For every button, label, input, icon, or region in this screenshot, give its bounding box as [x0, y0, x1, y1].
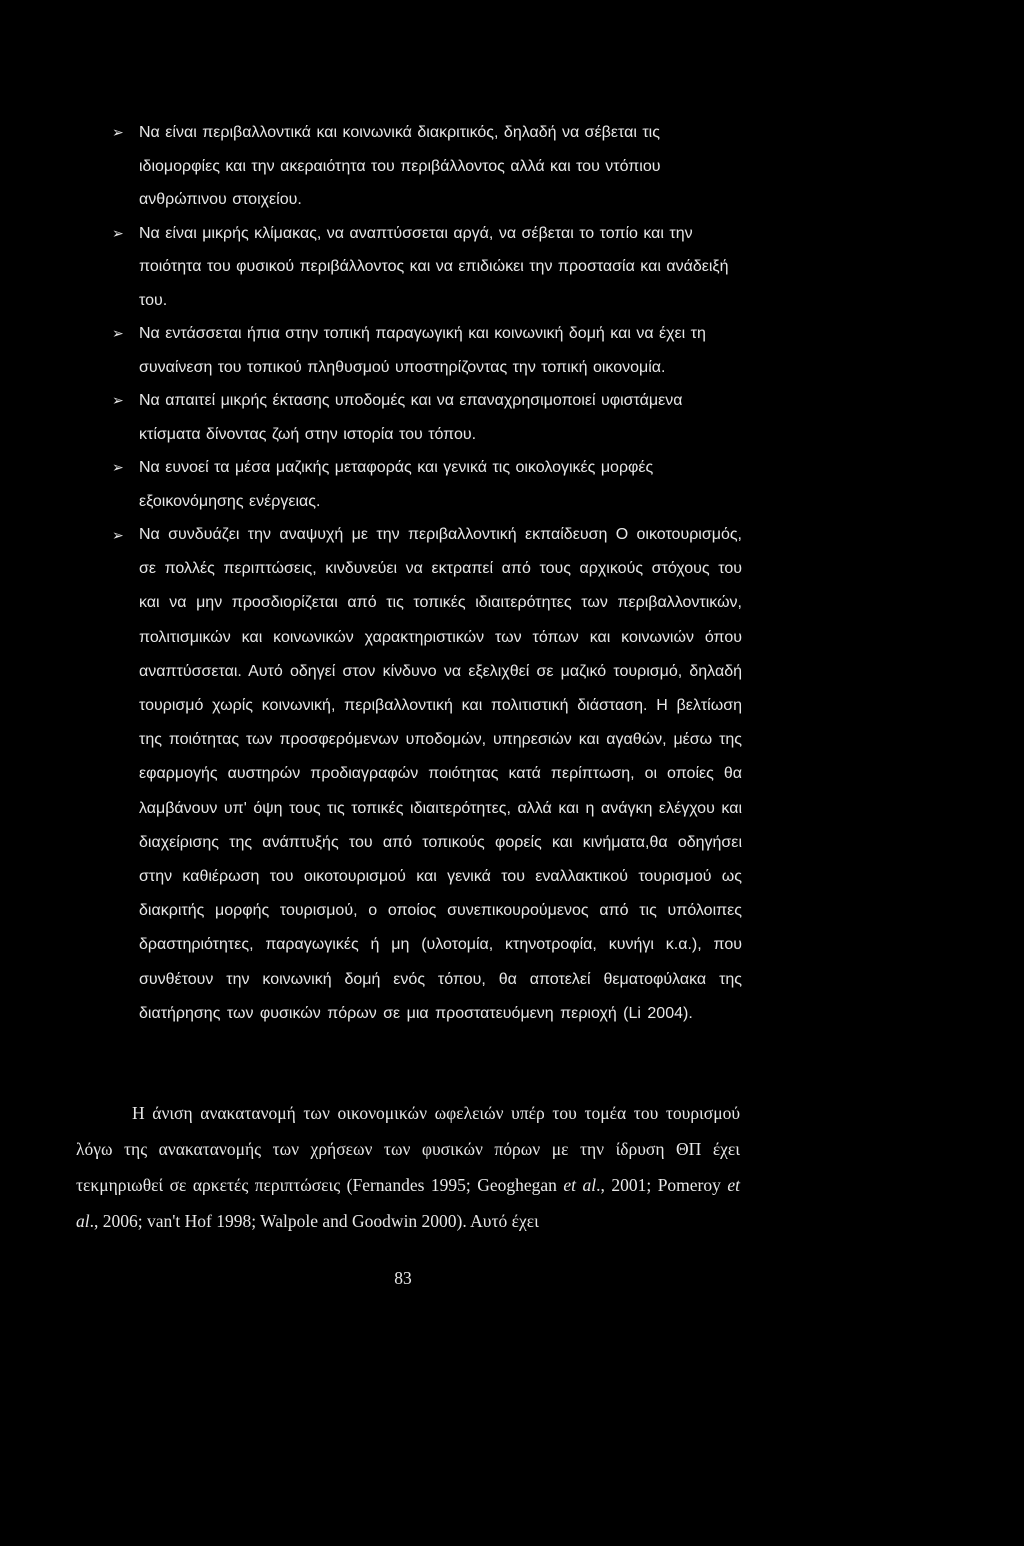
- bullet-text: Να είναι μικρής κλίμακας, να αναπτύσσεται αργά, να σέβεται το τοπίο και την ποιότητα του φυσικού περιβάλλοντος και να επιδιώκει την προστασία και ανάδειξή του.: [139, 224, 729, 309]
- paragraph-text: ., 2001; Pomeroy: [596, 1175, 728, 1195]
- bullet-item: [112, 384, 742, 451]
- page-number: 83: [394, 1268, 412, 1288]
- paragraph-text: ., 2006; van't Hof 1998; Walpole and Goodwin 2000). Αυτό έχει: [89, 1211, 539, 1231]
- arrowhead-bullet-icon: ➢: [112, 392, 124, 408]
- bullet-text: Να συνδυάζει την αναψυχή με την περιβαλλοντική εκπαίδευση Ο οικοτουρισμός, σε πολλές περιπτώσεις, κινδυνεύει να εκτραπεί από τους αρχικούς στόχους του και να μην προσδιορίζεται από τις τοπικές ιδιαιτερότητες των περιβαλλοντικών, πολιτισμικών και κοινωνικών χαρακτηριστικών των τόπων και κοινωνιών όπου αναπτύσσεται. Αυτό οδηγεί στον κίνδυνο να εξελιχθεί σε μαζικό τουρισμό, δηλαδή τουρισμό χωρίς κοινωνική, περιβαλλοντική και πολιτιστική διάσταση. Η βελτίωση της ποιότητας των προσφερόμενων υποδομών, υπηρεσιών και αγαθών, μέσω της εφαρμογής αυστηρών προδιαγραφών ποιότητας κατά περίπτωση, οι οποίες θα λαμβάνουν υπ' όψη τους τις τοπικές ιδιαιτερότητες, αλλά και η ανάγκη ελέγχου και διαχείρισης της ανάπτυξής του από τοπικούς φορείς και κινήματα,θα οδηγήσει στην καθιέρωση του οικοτουρισμού και γενικά του εναλλακτικού τουρισμού ως διακριτής μορφής τουρισμού, ο οποίος συνεπικουρούμενος από τις υπόλοιπες δραστηριότητες, παραγωγικές ή μη (υλοτομία, κτηνοτροφία, κυνήγι κ.α.), που συνθέτουν την κοινωνική δομή ενός τόπου, θα αποτελεί θεματοφύλακα της διατήρησης των φυσικών πόρων σε μια προστατευόμενη περιοχή (Li 2004).: [139, 526, 742, 1022]
- bullet-text: Να ευνοεί τα μέσα μαζικής μεταφοράς και γενικά τις οικολογικές μορφές εξοικονόμησης ενέργειας.: [139, 459, 654, 510]
- bullet-item: [112, 317, 742, 384]
- bullet-item: [112, 518, 742, 1031]
- arrowhead-bullet-icon: ➢: [112, 527, 124, 543]
- arrowhead-bullet-icon: ➢: [112, 459, 124, 475]
- bullet-list: [112, 116, 742, 1031]
- citation-et-al: et al: [76, 1175, 741, 1231]
- citation-et-al: et al: [563, 1175, 597, 1195]
- arrowhead-bullet-icon: ➢: [112, 224, 124, 241]
- paragraph-text: Η άνιση ανακατανομή των οικονομικών ωφελειών υπέρ του τομέα του τουρισμού λόγω της ανακατανομής των χρήσεων των φυσικών πόρων με την ίδρυση ΘΠ έχει τεκμηριωθεί σε αρκετές περιπτώσεις (Fernandes 1995; Geoghegan: [76, 1103, 740, 1195]
- bullet-text: Να είναι περιβαλλοντικά και κοινωνικά διακριτικός, δηλαδή να σέβεται τις ιδιομορφίες και την ακεραιότητα του περιβάλλοντος αλλά και του ντόπιου ανθρώπινου στοιχείου.: [139, 124, 661, 208]
- bullet-item: [112, 116, 742, 217]
- arrowhead-bullet-icon: ➢: [112, 325, 124, 341]
- bullet-item: [112, 217, 742, 318]
- bullet-text: Να απαιτεί μικρής έκτασης υποδομές και να επαναχρησιμοποιεί υφιστάμενα κτίσματα δίνοντας ζωή στην ιστορία του τόπου.: [139, 392, 683, 443]
- bullet-item: [112, 451, 742, 518]
- bullet-text: Να εντάσσεται ήπια στην τοπική παραγωγική και κοινωνική δομή και να έχει τη συναίνεση του τοπικού πληθυσμού υποστηρίζοντας την τοπική οικονομία.: [139, 325, 706, 376]
- body-paragraph: [76, 1095, 740, 1239]
- arrowhead-bullet-icon: ➢: [112, 124, 124, 140]
